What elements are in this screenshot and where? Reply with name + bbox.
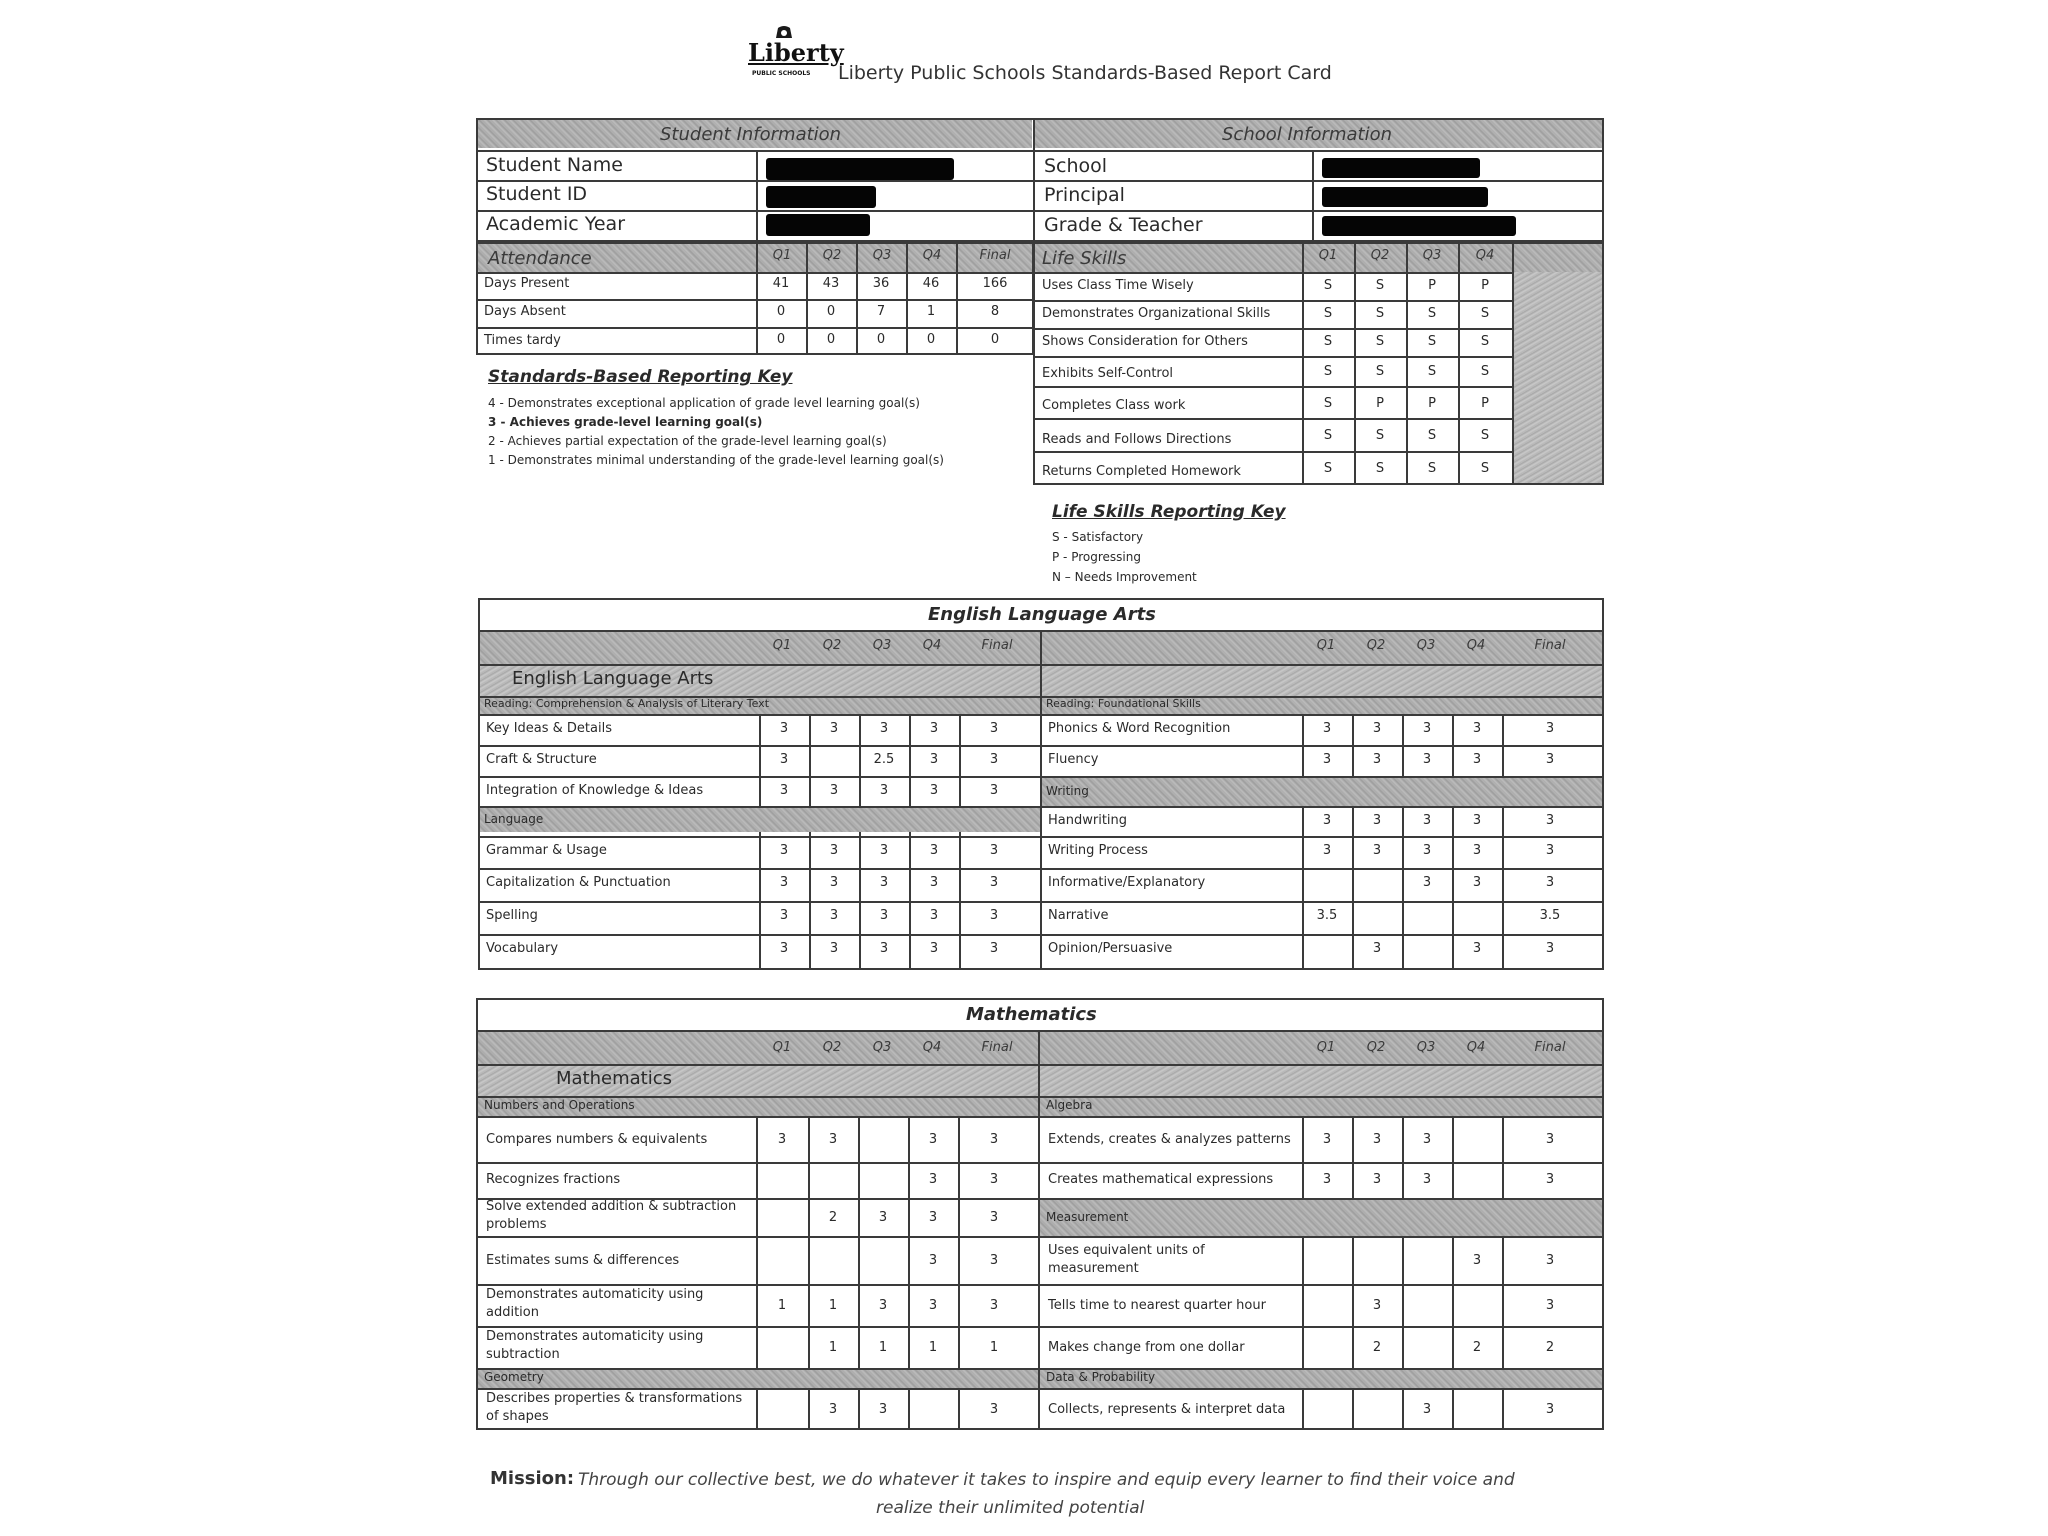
life-skill-cell: S: [1375, 428, 1385, 443]
ela-cell: 3: [1372, 843, 1382, 858]
ela-cell: 3: [1422, 843, 1432, 858]
redacted-academic-year: [766, 214, 870, 236]
ela-cell: 3: [1545, 813, 1555, 828]
math-col-final-right: Final: [1534, 1040, 1566, 1055]
math-cell: 2: [1472, 1340, 1482, 1355]
math-col-final: Final: [981, 1040, 1013, 1055]
ela-row-label: Spelling: [486, 908, 538, 923]
ela-row-label: Handwriting: [1048, 813, 1128, 828]
math-cell: 3: [1545, 1402, 1555, 1417]
life-skills-title: Life Skills: [1042, 248, 1127, 269]
math-col-q4: Q4: [922, 1040, 942, 1055]
ela-section-label: Reading: Foundational Skills: [1046, 697, 1201, 710]
ela-cell: 3: [929, 843, 939, 858]
life-skill-label: Returns Completed Homework: [1042, 464, 1241, 479]
attendance-cell: 8: [990, 304, 1000, 319]
logo-text: Liberty: [748, 38, 844, 67]
life-skill-cell: S: [1427, 306, 1437, 321]
math-cell: 3: [878, 1210, 888, 1225]
math-section-label: Numbers and Operations: [484, 1098, 635, 1112]
math-row-label: Demonstrates automaticity using subtraction: [486, 1329, 704, 1362]
math-cell: 3: [1545, 1132, 1555, 1147]
math-cell: 3: [989, 1172, 999, 1187]
math-cell: 1: [928, 1340, 938, 1355]
attendance-cell: 0: [776, 304, 786, 319]
ela-row-label: Craft & Structure: [486, 752, 597, 767]
math-cell: 3: [1422, 1402, 1432, 1417]
attendance-col-q1: Q1: [772, 248, 792, 263]
life-skill-cell: S: [1480, 461, 1490, 476]
attendance-cell: 43: [822, 276, 840, 291]
attendance-col-final: Final: [979, 248, 1011, 263]
ela-cell: 3: [1472, 752, 1482, 767]
math-cell: 3: [828, 1132, 838, 1147]
life-skill-label: Uses Class Time Wisely: [1042, 278, 1194, 293]
ela-cell: 3: [989, 721, 999, 736]
ela-cell: 3: [1322, 721, 1332, 736]
attendance-cell: 0: [776, 332, 786, 347]
student-info-title: Student Information: [660, 124, 842, 145]
life-skill-cell: S: [1480, 306, 1490, 321]
math-cell: 3: [928, 1210, 938, 1225]
math-cell: 3: [1422, 1132, 1432, 1147]
mission-label: Mission:: [490, 1468, 575, 1489]
math-cell: 3: [878, 1298, 888, 1313]
math-col-q3-right: Q3: [1416, 1040, 1436, 1055]
life-skill-cell: S: [1480, 428, 1490, 443]
math-cell: 3: [828, 1402, 838, 1417]
math-cell: 2: [828, 1210, 838, 1225]
school-info-title: School Information: [1222, 124, 1392, 145]
math-row-label: Estimates sums & differences: [486, 1253, 680, 1268]
attendance-title: Attendance: [488, 248, 592, 269]
ls-key-item: P - Progressing: [1052, 550, 1141, 564]
math-cell: 1: [828, 1340, 838, 1355]
ela-cell: 3: [1472, 843, 1482, 858]
math-cell: 3: [989, 1253, 999, 1268]
ls-key-item: N – Needs Improvement: [1052, 570, 1197, 584]
ela-col-q3-right: Q3: [1416, 638, 1436, 653]
life-skills-col-q1: Q1: [1318, 248, 1338, 263]
life-skill-cell: S: [1323, 278, 1333, 293]
attendance-cell: 36: [872, 276, 890, 291]
math-col-q1-right: Q1: [1316, 1040, 1336, 1055]
redacted-grade-teacher: [1322, 216, 1516, 236]
ela-row-label: Grammar & Usage: [486, 843, 607, 858]
life-skill-cell: S: [1375, 278, 1385, 293]
ela-row-label: Fluency: [1048, 752, 1099, 767]
math-row-label: Makes change from one dollar: [1048, 1340, 1245, 1355]
ls-key-title: Life Skills Reporting Key: [1052, 502, 1286, 522]
ela-cell: 3: [1545, 941, 1555, 956]
attendance-cell: 1: [926, 304, 936, 319]
student-name-label: Student Name: [486, 154, 623, 176]
ela-section-label: Language: [484, 812, 544, 826]
math-col-q3: Q3: [872, 1040, 892, 1055]
life-skill-label: Shows Consideration for Others: [1042, 334, 1248, 349]
ela-row-label: Writing Process: [1048, 843, 1148, 858]
life-skill-cell: S: [1375, 306, 1385, 321]
math-cell: 3: [1545, 1253, 1555, 1268]
attendance-row-label: Days Present: [484, 276, 570, 291]
ela-cell: 3: [879, 843, 889, 858]
attendance-cell: 46: [922, 276, 940, 291]
ela-cell: 3: [779, 843, 789, 858]
life-skill-cell: S: [1480, 364, 1490, 379]
ela-cell: 3: [779, 721, 789, 736]
ela-col-final: Final: [981, 638, 1013, 653]
math-cell: 3: [989, 1402, 999, 1417]
math-row-label: Solve extended addition & subtraction problems: [486, 1199, 737, 1232]
math-cell: 3: [928, 1298, 938, 1313]
life-skills-col-q3: Q3: [1422, 248, 1442, 263]
life-skill-cell: S: [1375, 334, 1385, 349]
ela-cell: 3: [1545, 752, 1555, 767]
math-cell: 2: [1372, 1340, 1382, 1355]
math-row-label: Tells time to nearest quarter hour: [1048, 1298, 1266, 1313]
life-skill-cell: S: [1480, 334, 1490, 349]
ela-cell: 3.5: [1539, 908, 1561, 923]
math-cell: 1: [777, 1298, 787, 1313]
ela-row-label: Vocabulary: [486, 941, 559, 956]
sbr-key-item: 4 - Demonstrates exceptional application of grade level learning goal(s): [488, 396, 920, 410]
math-cell: 3: [1372, 1132, 1382, 1147]
math-row-label: Describes properties & transformations of shapes: [486, 1391, 743, 1424]
ela-cell: 3: [829, 875, 839, 890]
math-cell: 1: [989, 1340, 999, 1355]
life-skill-cell: S: [1323, 334, 1333, 349]
ela-row-label: Informative/Explanatory: [1048, 875, 1206, 890]
math-cell: 1: [878, 1340, 888, 1355]
life-skill-cell: S: [1323, 364, 1333, 379]
attendance-col-q4: Q4: [922, 248, 942, 263]
redacted-principal: [1322, 187, 1488, 207]
grade-teacher-label: Grade & Teacher: [1044, 214, 1203, 236]
math-row-label: Compares numbers & equivalents: [486, 1132, 708, 1147]
math-section-label: Geometry: [484, 1370, 544, 1384]
ela-col-q3: Q3: [872, 638, 892, 653]
life-skill-cell: S: [1427, 428, 1437, 443]
attendance-cell: 7: [876, 304, 886, 319]
ela-col-q1: Q1: [772, 638, 792, 653]
ela-cell: 3: [779, 783, 789, 798]
ela-cell: 3: [989, 752, 999, 767]
ela-cell: 3.5: [1316, 908, 1338, 923]
attendance-cell: 41: [772, 276, 790, 291]
redacted-school: [1322, 158, 1480, 178]
attendance-col-q2: Q2: [822, 248, 842, 263]
ela-col-final-right: Final: [1534, 638, 1566, 653]
life-skill-cell: P: [1481, 278, 1489, 293]
ela-cell: 3: [879, 721, 889, 736]
ela-cell: 3: [879, 783, 889, 798]
ela-cell: 3: [829, 721, 839, 736]
ela-row-label: Phonics & Word Recognition: [1048, 721, 1231, 736]
ela-cell: 3: [1472, 941, 1482, 956]
logo: [748, 24, 844, 82]
ela-cell: 3: [1472, 875, 1482, 890]
ela-cell: 3: [1545, 843, 1555, 858]
ela-cell: 3: [989, 875, 999, 890]
ela-cell: 3: [929, 908, 939, 923]
math-cell: 2: [1545, 1340, 1555, 1355]
math-row-label: Collects, represents & interpret data: [1048, 1402, 1286, 1417]
life-skill-cell: P: [1376, 396, 1384, 411]
math-cell: 3: [989, 1210, 999, 1225]
ela-cell: 3: [879, 875, 889, 890]
attendance-col-q3: Q3: [872, 248, 892, 263]
ela-subtitle: English Language Arts: [512, 668, 714, 689]
ela-cell: 3: [879, 908, 889, 923]
math-row-label: Uses equivalent units of measurement: [1048, 1243, 1205, 1276]
life-skill-cell: S: [1427, 334, 1437, 349]
attendance-cell: 0: [926, 332, 936, 347]
ela-cell: 3: [929, 875, 939, 890]
redacted-student-name: [766, 158, 954, 180]
math-cell: 3: [928, 1253, 938, 1268]
ela-cell: 2.5: [873, 752, 895, 767]
life-skill-cell: P: [1481, 396, 1489, 411]
math-col-q1: Q1: [772, 1040, 792, 1055]
math-cell: 1: [828, 1298, 838, 1313]
ela-cell: 3: [1372, 941, 1382, 956]
ela-cell: 3: [829, 908, 839, 923]
ela-cell: 3: [1545, 875, 1555, 890]
math-cell: 3: [928, 1132, 938, 1147]
math-geometry-section-bg: [478, 1368, 1038, 1388]
mission-text-line2: realize their unlimited potential: [876, 1498, 1145, 1518]
math-cell: 3: [1545, 1298, 1555, 1313]
life-skill-cell: S: [1375, 461, 1385, 476]
academic-year-label: Academic Year: [486, 213, 626, 235]
life-skill-label: Exhibits Self-Control: [1042, 366, 1174, 381]
ls-key-item: S - Satisfactory: [1052, 530, 1144, 544]
math-cell: 3: [1372, 1298, 1382, 1313]
math-section-label: Measurement: [1046, 1210, 1129, 1224]
sbr-key-title: Standards-Based Reporting Key: [488, 367, 793, 387]
ela-cell: 3: [829, 941, 839, 956]
sbr-key-item: 3 - Achieves grade-level learning goal(s): [488, 415, 763, 429]
ela-section-label: Reading: Comprehension & Analysis of Literary Text: [484, 697, 770, 710]
life-skill-cell: S: [1375, 364, 1385, 379]
life-skill-cell: S: [1323, 396, 1333, 411]
ela-cell: 3: [779, 752, 789, 767]
ela-cell: 3: [1422, 813, 1432, 828]
attendance-cell: 0: [876, 332, 886, 347]
life-skills-col-q4: Q4: [1475, 248, 1495, 263]
ela-cell: 3: [989, 941, 999, 956]
ela-cell: 3: [929, 752, 939, 767]
ela-col-q1-right: Q1: [1316, 638, 1336, 653]
life-skill-label: Reads and Follows Directions: [1042, 432, 1232, 447]
student-id-label: Student ID: [486, 183, 588, 205]
ela-cell: 3: [829, 843, 839, 858]
math-cell: 3: [1545, 1172, 1555, 1187]
logo-subtext: PUBLIC SCHOOLS: [752, 70, 811, 77]
life-skill-label: Completes Class work: [1042, 398, 1186, 413]
sbr-key-item: 2 - Achieves partial expectation of the grade-level learning goal(s): [488, 434, 887, 448]
ela-cell: 3: [779, 941, 789, 956]
math-col-q4-right: Q4: [1466, 1040, 1486, 1055]
life-skill-cell: P: [1428, 396, 1436, 411]
ela-cell: 3: [1372, 752, 1382, 767]
math-row-label: Recognizes fractions: [486, 1172, 621, 1187]
ela-cell: 3: [1422, 721, 1432, 736]
ela-cell: 3: [779, 875, 789, 890]
math-cell: 3: [1472, 1253, 1482, 1268]
ela-cell: 3: [1472, 721, 1482, 736]
math-cell: 3: [878, 1402, 888, 1417]
attendance-cell: 0: [826, 332, 836, 347]
ela-cell: 3: [1322, 752, 1332, 767]
ela-row-label: Capitalization & Punctuation: [486, 875, 671, 890]
life-skill-cell: P: [1428, 278, 1436, 293]
life-skill-cell: S: [1427, 364, 1437, 379]
ela-col-q4: Q4: [922, 638, 942, 653]
ela-col-q2-right: Q2: [1366, 638, 1386, 653]
ela-cell: 3: [1422, 752, 1432, 767]
math-section-label: Data & Probability: [1046, 1370, 1156, 1384]
ela-row-label: Narrative: [1048, 908, 1109, 923]
ela-cell: 3: [989, 908, 999, 923]
ela-cell: 3: [1372, 721, 1382, 736]
attendance-row-label: Times tardy: [484, 333, 561, 348]
ela-cell: 3: [989, 783, 999, 798]
ela-col-q4-right: Q4: [1466, 638, 1486, 653]
math-cell: 3: [1322, 1132, 1332, 1147]
ela-cell: 3: [879, 941, 889, 956]
attendance-cell: 0: [990, 332, 1000, 347]
ela-writing-section-bg: [1042, 776, 1602, 806]
ela-cell: 3: [1472, 813, 1482, 828]
page-title: Liberty Public Schools Standards-Based Report Card: [838, 62, 1332, 84]
ela-cell: 3: [779, 908, 789, 923]
ela-cell: 3: [929, 941, 939, 956]
ela-cell: 3: [1322, 813, 1332, 828]
math-cell: 3: [777, 1132, 787, 1147]
ela-cell: 3: [1372, 813, 1382, 828]
attendance-cell: 166: [982, 276, 1008, 291]
math-cell: 3: [989, 1132, 999, 1147]
math-title: Mathematics: [966, 1004, 1097, 1025]
attendance-row-label: Days Absent: [484, 304, 566, 319]
ela-cell: 3: [929, 783, 939, 798]
math-col-q2: Q2: [822, 1040, 842, 1055]
ela-cell: 3: [929, 721, 939, 736]
ela-section-label: Writing: [1046, 784, 1089, 798]
ela-row-label: Key Ideas & Details: [486, 721, 612, 736]
ela-row-label: Opinion/Persuasive: [1048, 941, 1173, 956]
math-right-section-bg: [1040, 1096, 1602, 1116]
attendance-cell: 0: [826, 304, 836, 319]
sbr-key-item: 1 - Demonstrates minimal understanding of the grade-level learning goal(s): [488, 453, 944, 467]
math-cell: 3: [989, 1298, 999, 1313]
principal-label: Principal: [1044, 184, 1125, 206]
math-cell: 3: [928, 1172, 938, 1187]
life-skill-cell: S: [1323, 306, 1333, 321]
math-cell: 3: [1422, 1172, 1432, 1187]
math-row-label: Extends, creates & analyzes patterns: [1048, 1132, 1291, 1147]
life-skill-cell: S: [1323, 428, 1333, 443]
life-skills-col-q2: Q2: [1370, 248, 1390, 263]
ela-row-label: Integration of Knowledge & Ideas: [486, 783, 704, 798]
redacted-student-id: [766, 186, 876, 208]
math-col-q2-right: Q2: [1366, 1040, 1386, 1055]
math-subtitle: Mathematics: [556, 1068, 672, 1089]
ela-col-q2: Q2: [822, 638, 842, 653]
math-row-label: Creates mathematical expressions: [1048, 1172, 1274, 1187]
school-label: School: [1044, 155, 1108, 177]
ela-language-section-bg: [480, 806, 1040, 832]
ela-title: English Language Arts: [928, 604, 1156, 625]
math-section-label: Algebra: [1046, 1098, 1093, 1112]
ela-cell: 3: [989, 843, 999, 858]
ela-cell: 3: [1545, 721, 1555, 736]
ela-cell: 3: [829, 783, 839, 798]
ela-cell: 3: [1322, 843, 1332, 858]
math-cell: 3: [1322, 1172, 1332, 1187]
math-cell: 3: [1372, 1172, 1382, 1187]
ela-cell: 3: [1422, 875, 1432, 890]
math-row-label: Demonstrates automaticity using addition: [486, 1287, 704, 1320]
life-skill-cell: S: [1427, 461, 1437, 476]
life-skill-cell: S: [1323, 461, 1333, 476]
life-skill-label: Demonstrates Organizational Skills: [1042, 306, 1271, 321]
mission-text-line1: Through our collective best, we do whatever it takes to inspire and equip every learner to find their voice and: [578, 1470, 1515, 1490]
